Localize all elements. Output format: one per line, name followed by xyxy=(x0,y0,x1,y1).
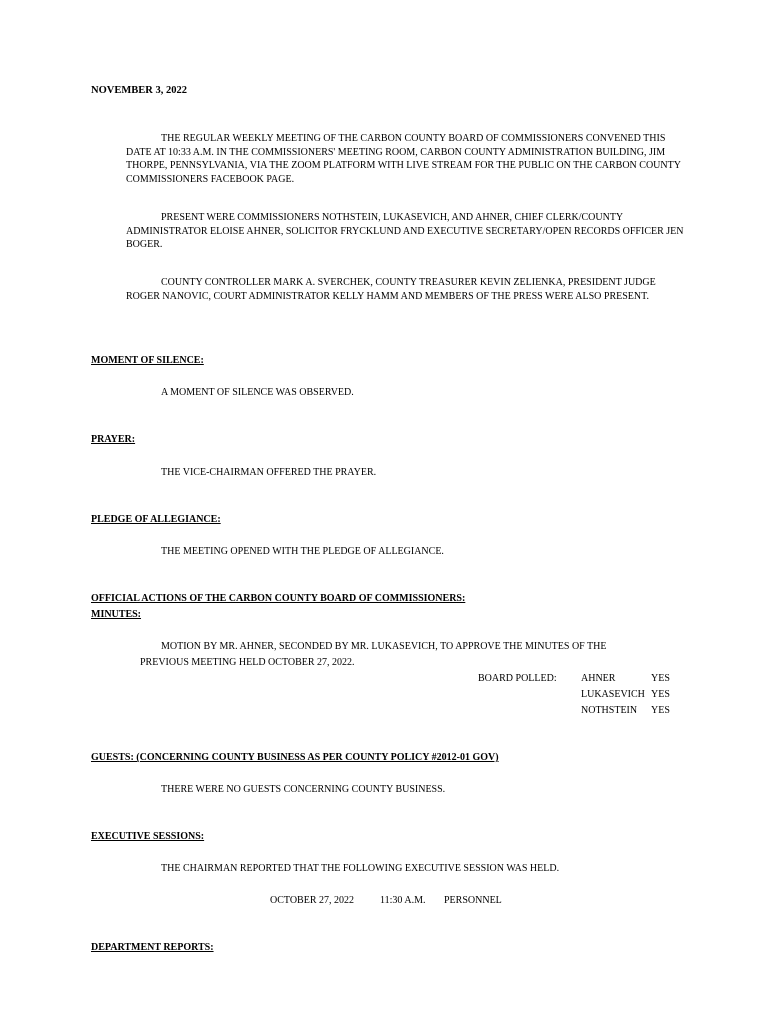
poll-vote-lukasevich: YES xyxy=(651,689,670,700)
poll-name-lukasevich: LUKASEVICH xyxy=(581,689,645,700)
poll-vote-nothstein: YES xyxy=(651,705,670,716)
intro-paragraph-also-present xyxy=(126,276,686,303)
board-polled-label: BOARD POLLED: xyxy=(478,673,557,684)
minutes-motion-line-2: PREVIOUS MEETING HELD OCTOBER 27, 2022. xyxy=(140,657,355,668)
section-heading-department-reports: DEPARTMENT REPORTS: xyxy=(91,942,214,953)
minutes-motion-line-1: MOTION BY MR. AHNER, SECONDED BY MR. LUKASEVICH, TO APPROVE THE MINUTES OF THE xyxy=(161,641,607,652)
section-heading-executive-sessions: EXECUTIVE SESSIONS: xyxy=(91,831,205,842)
intro-paragraph-convened xyxy=(126,132,686,186)
section-heading-prayer: PRAYER: xyxy=(91,434,136,445)
session-date: OCTOBER 27, 2022 xyxy=(270,895,354,906)
section-text-pledge: THE MEETING OPENED WITH THE PLEDGE OF ALLEGIANCE. xyxy=(161,546,444,557)
section-heading-moment-of-silence: MOMENT OF SILENCE: xyxy=(91,355,204,366)
poll-name-ahner: AHNER xyxy=(581,673,616,684)
section-heading-guests: GUESTS: (CONCERNING COUNTY BUSINESS AS PER COUNTY POLICY #2012-01 GOV) xyxy=(91,752,499,763)
session-topic: PERSONNEL xyxy=(444,895,502,906)
poll-name-nothstein: NOTHSTEIN xyxy=(581,705,638,716)
intro-paragraph-present-text: PRESENT WERE COMMISSIONERS NOTHSTEIN, LUKASEVICH, AND AHNER, CHIEF CLERK/COUNTY ADMINISTRATOR ELOISE AHNER, SOLICITOR FRYCKLUND AND EXECUTIVE SECRETARY/OPEN RECORDS OFFICER JEN BOGER. xyxy=(126,212,684,250)
poll-vote-ahner: YES xyxy=(651,673,670,684)
session-time: 11:30 A.M. xyxy=(380,895,426,906)
intro-paragraph-convened-text: THE REGULAR WEEKLY MEETING OF THE CARBON COUNTY BOARD OF COMMISSIONERS CONVENED THIS DATE AT 10:33 A.M. IN THE COMMISSIONERS' MEETING ROOM, CARBON COUNTY ADMINISTRATION BUILDING, JIM THORPE, PENNSYLVANIA, VIA THE ZOOM PLATFORM WITH LIVE STREAM FOR THE PUBLIC ON THE CARBON COUNTY COMMISSIONERS FACEBOOK PAGE. xyxy=(126,133,681,185)
section-text-moment-of-silence: A MOMENT OF SILENCE WAS OBSERVED. xyxy=(161,387,354,398)
meeting-date: NOVEMBER 3, 2022 xyxy=(91,85,187,96)
section-text-executive-sessions: THE CHAIRMAN REPORTED THAT THE FOLLOWING EXECUTIVE SESSION WAS HELD. xyxy=(161,863,560,874)
section-text-guests: THERE WERE NO GUESTS CONCERNING COUNTY BUSINESS. xyxy=(161,784,446,795)
section-text-prayer: THE VICE-CHAIRMAN OFFERED THE PRAYER. xyxy=(161,467,377,478)
section-subheading-minutes: MINUTES: xyxy=(91,609,142,620)
intro-paragraph-present xyxy=(126,211,686,252)
section-heading-pledge: PLEDGE OF ALLEGIANCE: xyxy=(91,514,221,525)
section-heading-official-actions: OFFICIAL ACTIONS OF THE CARBON COUNTY BOARD OF COMMISSIONERS: xyxy=(91,593,466,604)
intro-paragraph-also-present-text: COUNTY CONTROLLER MARK A. SVERCHEK, COUNTY TREASURER KEVIN ZELIENKA, PRESIDENT JUDGE ROGER NANOVIC, COURT ADMINISTRATOR KELLY HAMM AND MEMBERS OF THE PRESS WERE ALSO PRESENT. xyxy=(126,277,656,302)
